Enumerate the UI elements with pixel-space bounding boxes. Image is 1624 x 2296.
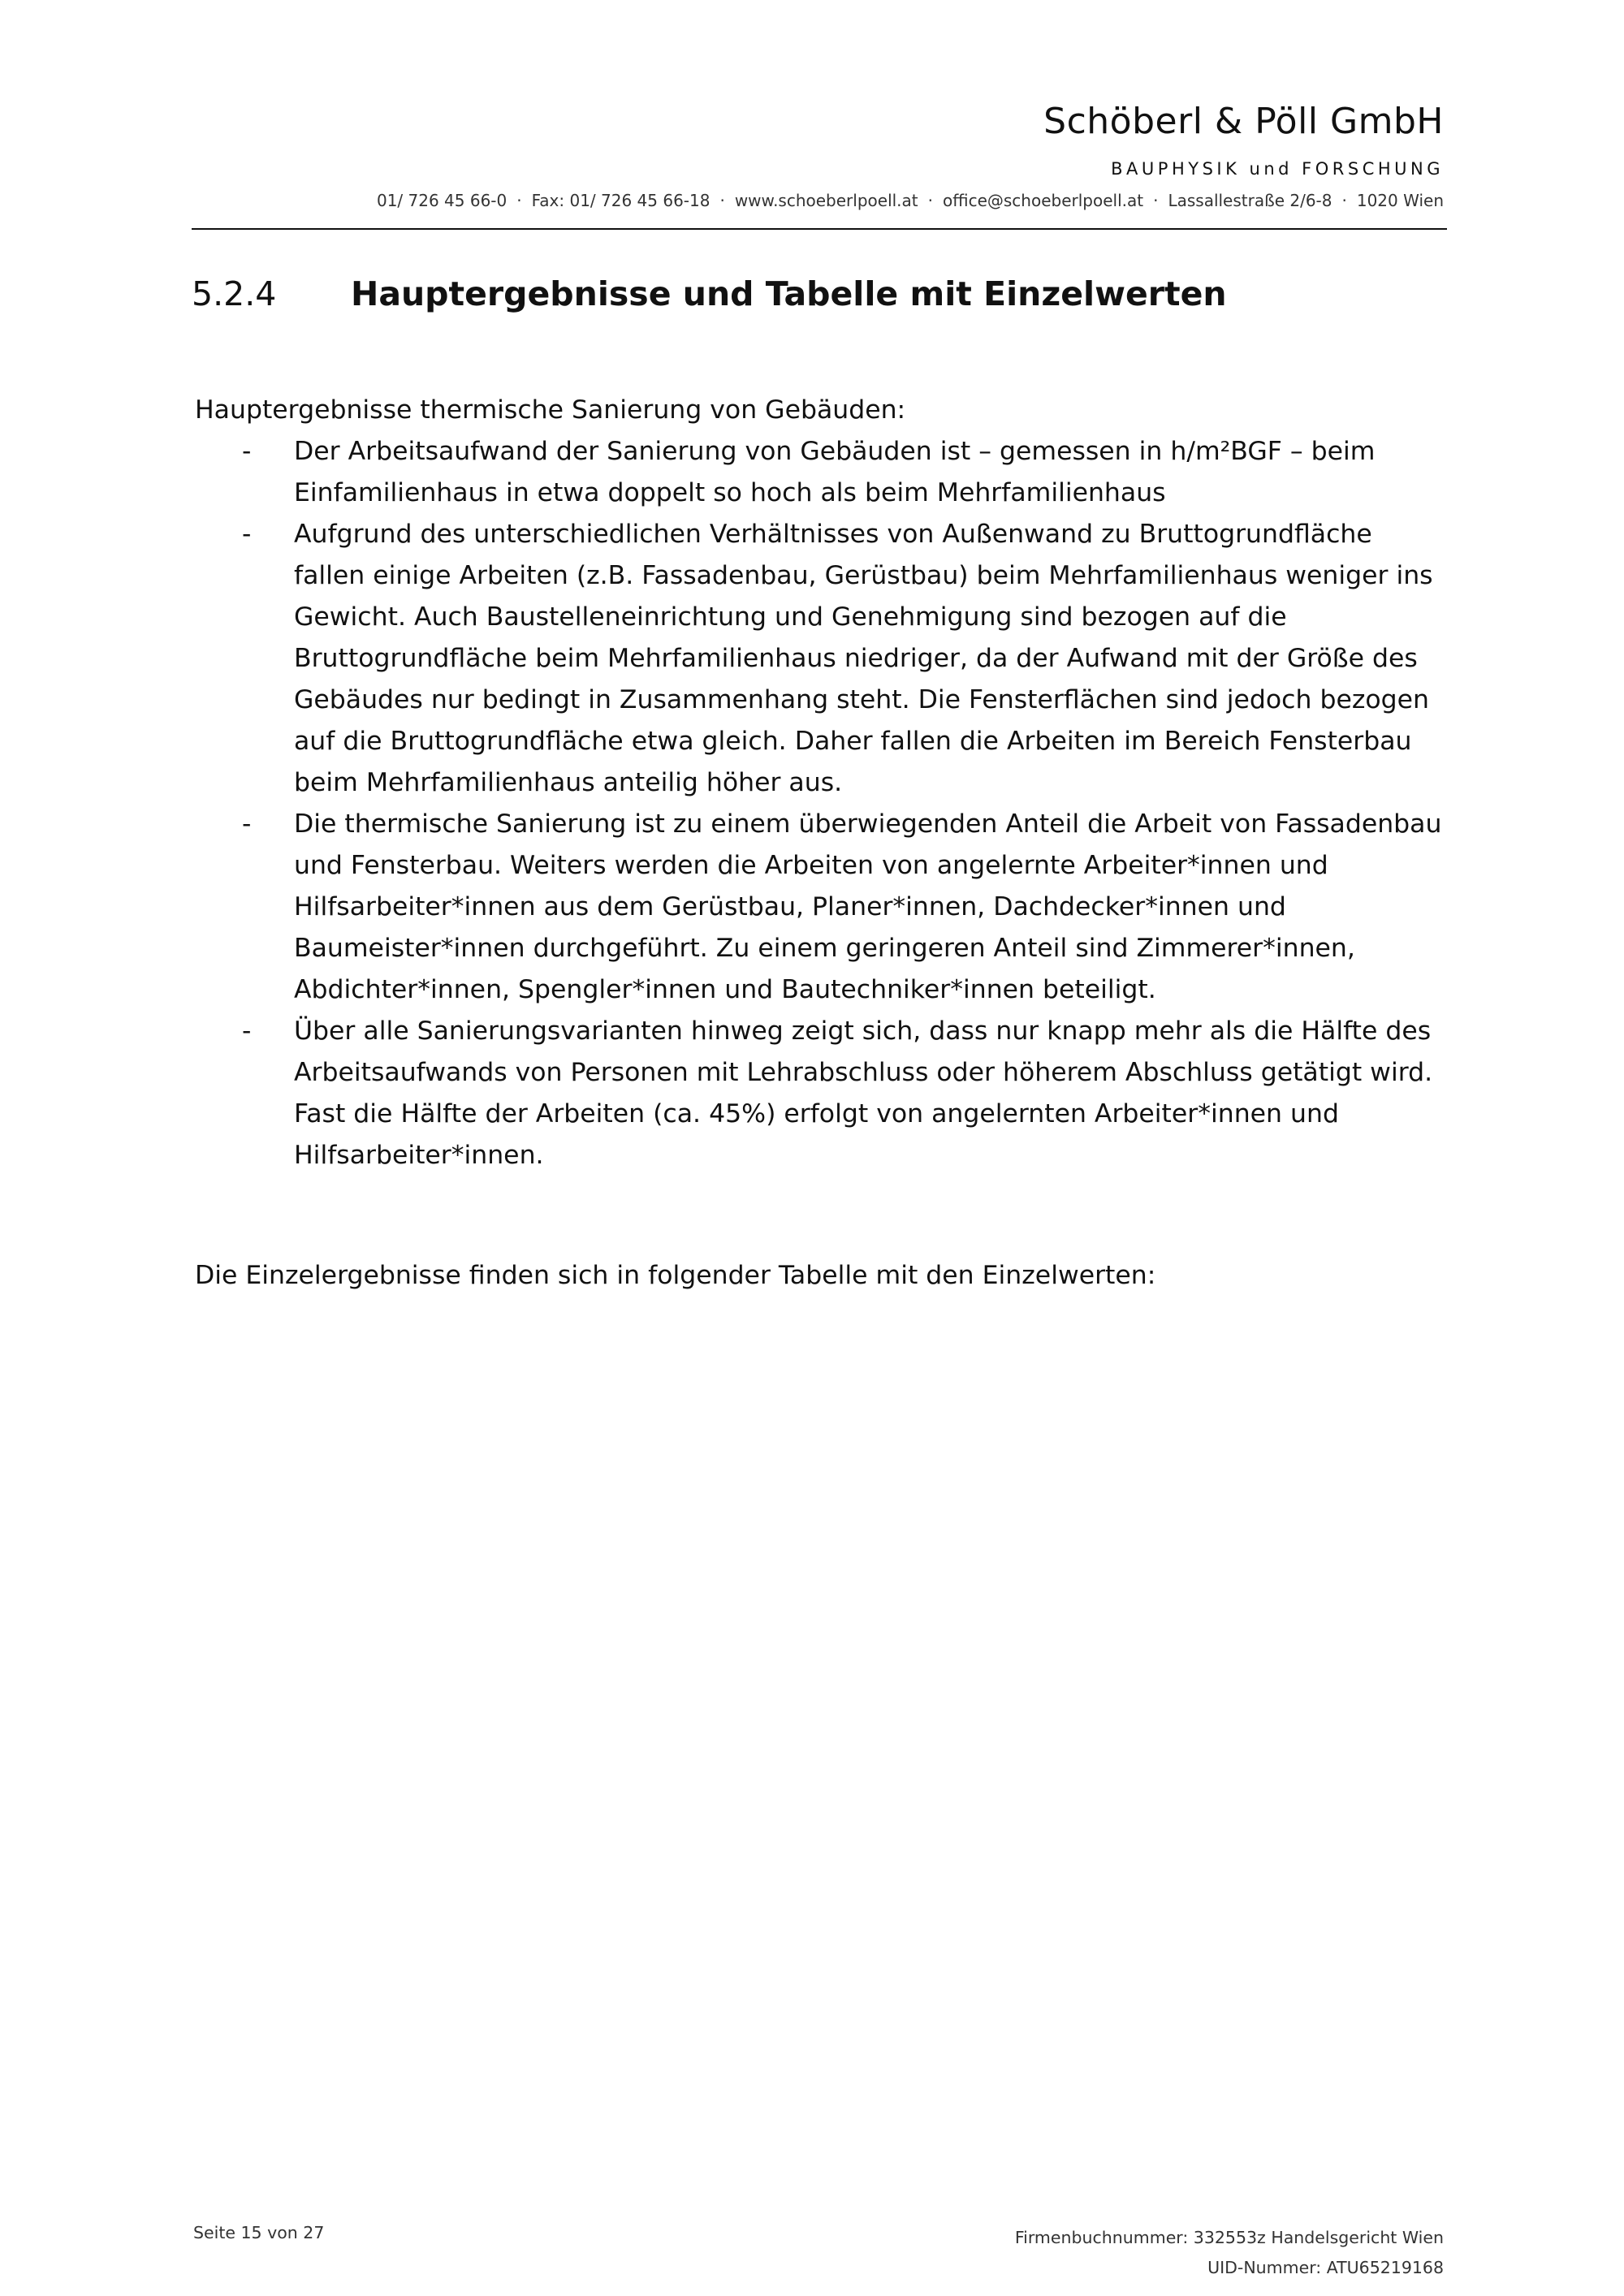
list-item — [195, 1011, 1447, 1176]
contact-phone: 01/ 726 45 66-0 — [376, 191, 508, 210]
body-content — [195, 390, 1462, 1176]
uid-number: UID-Nummer: ATU65219168 — [1207, 2258, 1444, 2277]
list-item-text: Der Arbeitsaufwand der Sanierung von Gebäuden ist – gemessen in h/m²BGF – beim Einfamilienhaus in etwa doppelt so hoch als beim Mehrfamilienhaus — [294, 437, 1376, 507]
contact-separator: · — [927, 191, 933, 210]
contact-separator: · — [516, 191, 522, 210]
contact-city: 1020 Wien — [1356, 191, 1444, 210]
results-list — [195, 431, 1462, 1176]
company-subtitle: BAUPHYSIK und FORSCHUNG — [1111, 159, 1444, 179]
list-item — [195, 431, 1447, 514]
list-item — [195, 514, 1447, 804]
bullet-dash: - — [242, 520, 252, 549]
bullet-dash: - — [242, 437, 252, 466]
closing-paragraph: Die Einzelergebnisse finden sich in folgender Tabelle mit den Einzelwerten: — [195, 1261, 1156, 1290]
list-item-text: Über alle Sanierungsvarianten hinweg zeigt sich, dass nur knapp mehr als die Hälfte des Arbeitsaufwands von Personen mit Lehrabschluss oder höherem Abschluss getätigt wird. Fast die Hälfte der Arbeiten (ca. 45%) erfolgt von angelernten Arbeiter*innen und Hilfsarbeiter*innen. — [294, 1016, 1433, 1170]
contact-line — [377, 191, 1444, 210]
footer-registration — [1015, 2223, 1444, 2283]
company-name: Schöberl & Pöll GmbH — [1043, 101, 1444, 142]
section-title: Hauptergebnisse und Tabelle mit Einzelwerten — [351, 274, 1227, 313]
register-number: Firmenbuchnummer: 332553z Handelsgericht Wien — [1014, 2228, 1444, 2247]
contact-separator: · — [719, 191, 725, 210]
list-item-text: Die thermische Sanierung ist zu einem überwiegenden Anteil die Arbeit von Fassadenbau und Fensterbau. Weiters werden die Arbeiten von angelernte Arbeiter*innen und Hilfsarbeiter*innen aus dem Gerüstbau, Planer*innen, Dachdecker*innen und Baumeister*innen durchgeführt. Zu einem geringeren Anteil sind Zimmerer*innen, Abdichter*innen, Spengler*innen und Bautechniker*innen beteiligt. — [294, 809, 1442, 1004]
intro-paragraph: Hauptergebnisse thermische Sanierung von Gebäuden: — [195, 395, 906, 425]
contact-email: office@schoeberlpoell.at — [943, 191, 1144, 210]
contact-separator: · — [1341, 191, 1347, 210]
contact-fax: Fax: 01/ 726 45 66-18 — [531, 191, 710, 210]
list-item-text: Aufgrund des unterschiedlichen Verhältnisses von Außenwand zu Bruttogrundfläche fallen einige Arbeiten (z.B. Fassadenbau, Gerüstbau) beim Mehrfamilienhaus weniger ins Gewicht. Auch Baustelleneinrichtung und Genehmigung sind bezogen auf die Bruttogrundfläche beim Mehrfamilienhaus niedriger, da der Aufwand mit der Größe des Gebäudes nur bedingt in Zusammenhang steht. Die Fensterflächen sind jedoch bezogen auf die Bruttogrundfläche etwa gleich. Daher fallen die Arbeiten im Bereich Fensterbau beim Mehrfamilienhaus anteilig höher aus. — [294, 520, 1433, 797]
page-number: Seite 15 von 27 — [193, 2223, 325, 2242]
list-item — [195, 804, 1447, 1011]
bullet-dash: - — [242, 1016, 252, 1046]
contact-separator: · — [1153, 191, 1159, 210]
contact-street: Lassallestraße 2/6-8 — [1168, 191, 1332, 210]
section-number: 5.2.4 — [192, 274, 277, 313]
bullet-dash: - — [242, 809, 252, 839]
header-divider — [192, 228, 1447, 230]
contact-website: www.schoeberlpoell.at — [734, 191, 918, 210]
